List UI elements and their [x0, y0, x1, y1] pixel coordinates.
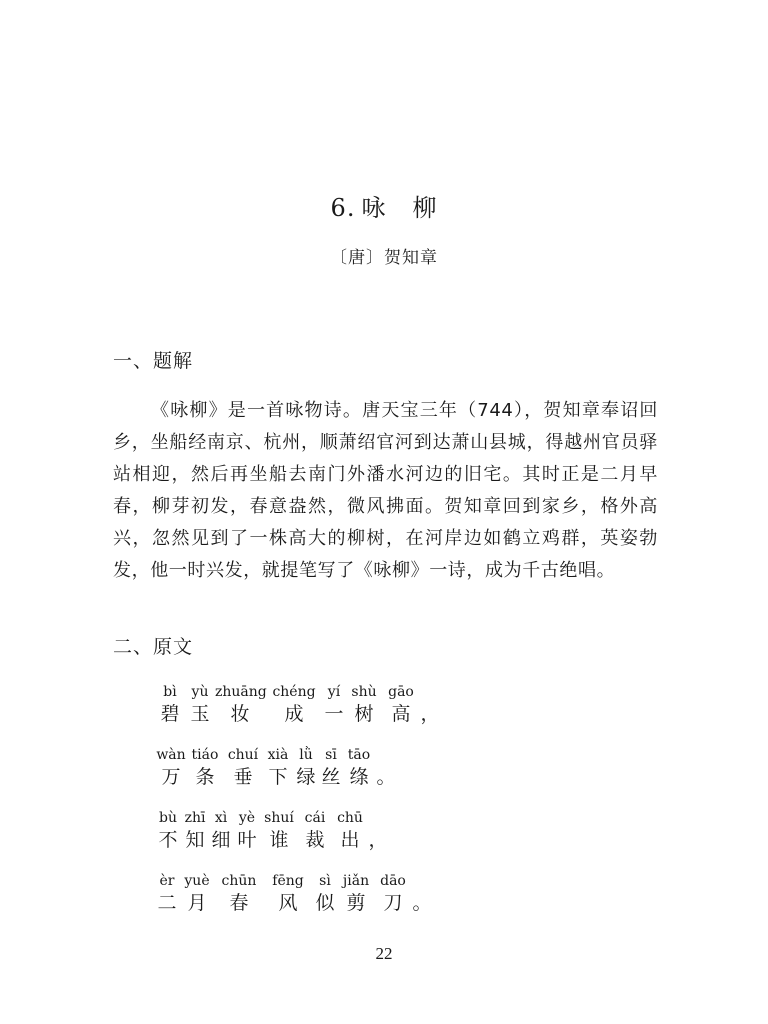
poem-character: 垂 [233, 766, 253, 788]
poem-character: 似 [315, 892, 335, 914]
pinyin-syllable: èr [159, 873, 175, 889]
pinyin-syllable: zhuāng [215, 684, 267, 700]
poem-line [155, 806, 575, 852]
poem-character: 条 [195, 766, 215, 788]
pinyin-syllable: dāo [380, 873, 406, 889]
pinyin-syllable: tiáo [191, 747, 219, 763]
poem-character: 高 [391, 703, 411, 725]
punctuation: 。 [376, 766, 396, 788]
pinyin-row [155, 869, 575, 889]
pinyin-syllable: xì [214, 810, 228, 826]
pinyin-syllable: sì [319, 873, 331, 889]
pinyin-row [155, 806, 575, 826]
poem-character: 细 [211, 829, 231, 851]
poem-author: 〔唐〕贺知章 [330, 248, 438, 268]
pinyin-syllable: chū [337, 810, 363, 826]
pinyin-syllable: zhī [184, 810, 206, 826]
poem-title [0, 188, 768, 223]
poem-character: 树 [354, 703, 374, 725]
lesson-number: 6. [330, 194, 356, 222]
poem-character: 叶 [237, 829, 257, 851]
pinyin-syllable: yè [238, 810, 256, 826]
pinyin-syllable: chūn [221, 873, 257, 889]
pinyin-syllable: cái [304, 810, 326, 826]
punctuation: ， [420, 703, 440, 725]
poem-line [155, 680, 575, 726]
section-heading-original: 二、原文 [113, 636, 194, 658]
hanzi-row [155, 889, 575, 915]
pinyin-syllable: chéng [272, 684, 316, 700]
punctuation: 。 [412, 892, 432, 914]
pinyin-syllable: wàn [156, 747, 186, 763]
title-char-1: 咏 [361, 194, 387, 222]
pinyin-syllable: shuí [264, 810, 294, 826]
title-char-2: 柳 [412, 194, 438, 222]
pinyin-syllable: xià [267, 747, 289, 763]
poem-character: 谁 [269, 829, 289, 851]
poem-character: 风 [278, 892, 298, 914]
pinyin-syllable: tāo [347, 747, 371, 763]
poem-character: 成 [284, 703, 304, 725]
pinyin-syllable: chuí [227, 747, 259, 763]
hanzi-row [155, 700, 575, 726]
pinyin-syllable: yù [191, 684, 209, 700]
poem-character: 裁 [305, 829, 325, 851]
page-number: 22 [375, 944, 393, 963]
poem-character: 二 [157, 892, 177, 914]
poem-text [155, 680, 575, 932]
intro-paragraph: 《咏柳》是一首咏物诗。唐天宝三年（744），贺知章奉诏回乡，坐船经南京、杭州，顺萧绍官河到达萧山县城，得越州官员驿站相迎，然后再坐船去南门外潘水河边的旧宅。其时正是二月早春，柳芽初发，春意盎然，微风拂面。贺知章回到家乡，格外高兴，忽然见到了一株高大的柳树，在河岸边如鹤立鸡群，英姿勃发，他一时兴发，就提笔写了《咏柳》一诗，成为千古绝唱。 [113, 400, 658, 581]
poem-character: 碧 [160, 703, 180, 725]
poem-character: 玉 [190, 703, 210, 725]
poem-character: 绦 [349, 766, 369, 788]
pinyin-syllable: gāo [388, 684, 414, 700]
pinyin-syllable: sī [325, 747, 337, 763]
poem-character: 春 [229, 892, 249, 914]
punctuation: ， [368, 829, 388, 851]
pinyin-syllable: fēng [272, 873, 304, 889]
hanzi-row [155, 763, 575, 789]
pinyin-row [155, 680, 575, 700]
poem-character: 剪 [346, 892, 366, 914]
section-heading-intro: 一、题解 [113, 350, 194, 372]
pinyin-row [155, 743, 575, 763]
poem-character: 绿 [296, 766, 316, 788]
poem-character: 刀 [383, 892, 403, 914]
poem-character: 知 [185, 829, 205, 851]
pinyin-syllable: jiǎn [342, 873, 370, 889]
poem-character: 下 [268, 766, 288, 788]
poem-character: 出 [340, 829, 360, 851]
poem-character: 丝 [321, 766, 341, 788]
pinyin-syllable: yuè [184, 873, 210, 889]
poem-line [155, 869, 575, 915]
poem-character: 妆 [230, 703, 250, 725]
poem-character: 不 [158, 829, 178, 851]
poem-character: 万 [161, 766, 181, 788]
poem-line [155, 743, 575, 789]
poem-character: 一 [324, 703, 344, 725]
poem-character: 月 [187, 892, 207, 914]
hanzi-row [155, 826, 575, 852]
pinyin-syllable: lǜ [299, 747, 313, 763]
pinyin-syllable: bù [159, 810, 177, 826]
pinyin-syllable: shù [351, 684, 377, 700]
pinyin-syllable: yí [327, 684, 341, 700]
pinyin-syllable: bì [163, 684, 177, 700]
